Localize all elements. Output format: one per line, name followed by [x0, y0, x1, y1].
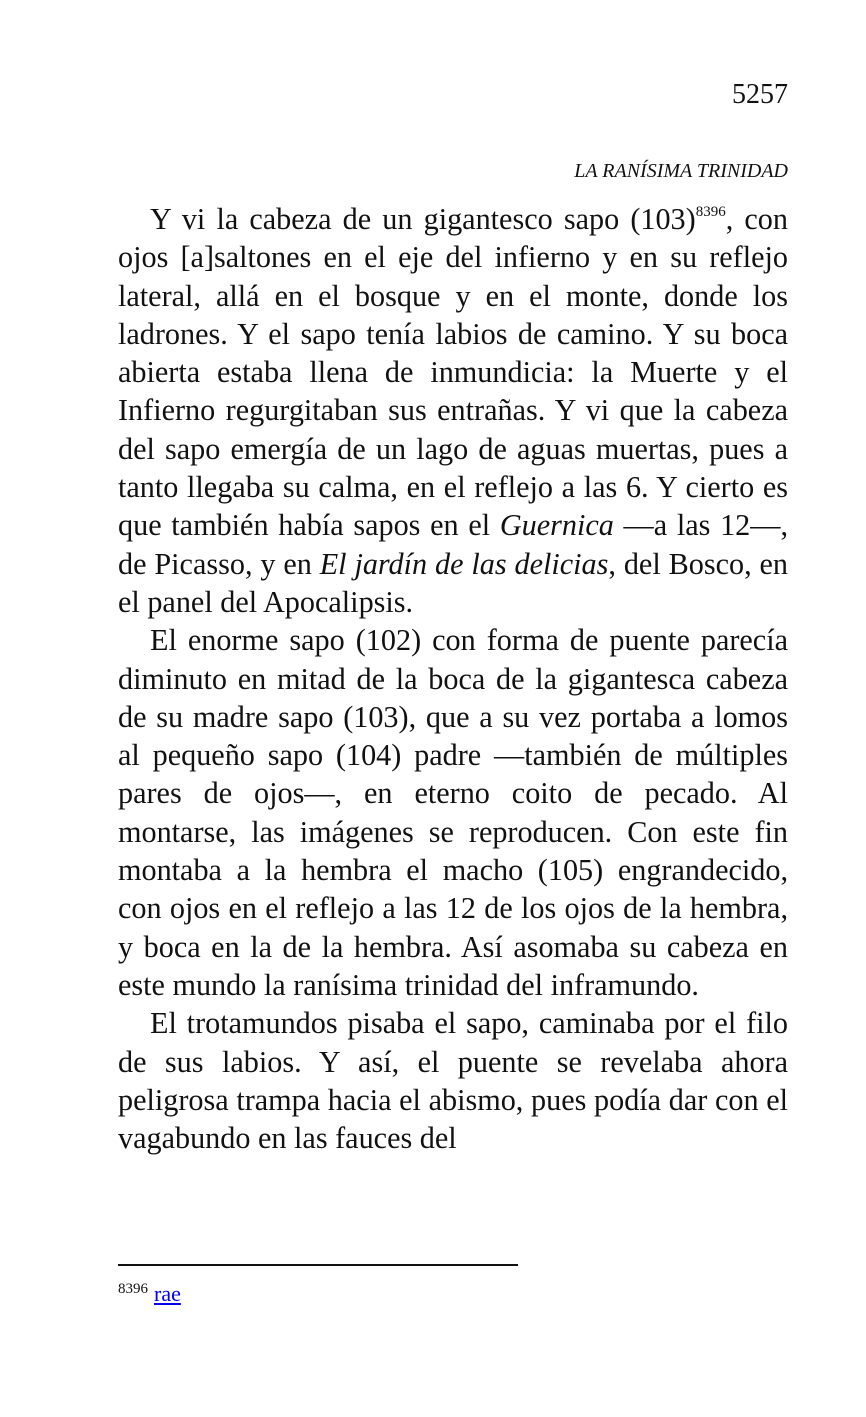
footnote-number: 8396: [118, 1281, 148, 1297]
body-text: [118, 200, 788, 1157]
paragraph-3: El trotamundos pisaba el sapo, caminaba por el filo de sus labios. Y así, el puente se revelaba ahora peligrosa trampa hacia el abismo, pues podía dar con el vagabundo en las fauces del: [118, 1006, 788, 1156]
paragraph-1-text-d: , del Bosco, en el panel del Apocalipsis.: [118, 546, 788, 619]
paragraph-1-text-b: , con ojos [a]saltones en el eje del infierno y en su reflejo lateral, allá en el bosque y en el monte, donde los ladrones. Y el sapo tenía labios de camino. Y su boca abierta estaba llena de inmundicia: la Muerte y el Infierno regurgitaban sus entrañas. Y vi que la cabeza del sapo emergía de un lago de aguas muertas, pues a tanto llegaba su calma, en el reflejo a las 6. Y cierto es que también había sapos en el: [118, 202, 788, 543]
paragraph-1-text-c: —a las 12—, de Picasso, y en: [118, 508, 788, 581]
footnote-reference: 8396: [695, 204, 726, 220]
footnote: [118, 1280, 181, 1308]
page-number: 5257: [732, 79, 788, 110]
running-head: LA RANÍSIMA TRINIDAD: [574, 160, 788, 182]
title-jardin-delicias: El jardín de las delicias: [319, 546, 609, 581]
footnote-divider: [118, 1264, 518, 1266]
title-guernica: Guernica: [499, 508, 614, 543]
paragraph-1: [118, 200, 788, 621]
paragraph-2: El enorme sapo (102) con forma de puente parecía diminuto en mitad de la boca de la gigantesca cabeza de su madre sapo (103), que a su vez portaba a lomos al pequeño sapo (104) padre —también de múltiples pares de ojos—, en eterno coito de pecado. Al montarse, las imágenes se reproducen. Con este fin montaba a la hembra el macho (105) engrandecido, con ojos en el reflejo a las 12 de los ojos de la hembra, y boca en la de la hembra. Así asomaba su cabeza en este mundo la ranísima trinidad del inframundo.: [118, 623, 788, 1002]
footnote-link[interactable]: rae: [154, 1281, 181, 1306]
paragraph-1-text-a: Y vi la cabeza de un gigantesco sapo (103): [150, 202, 696, 236]
